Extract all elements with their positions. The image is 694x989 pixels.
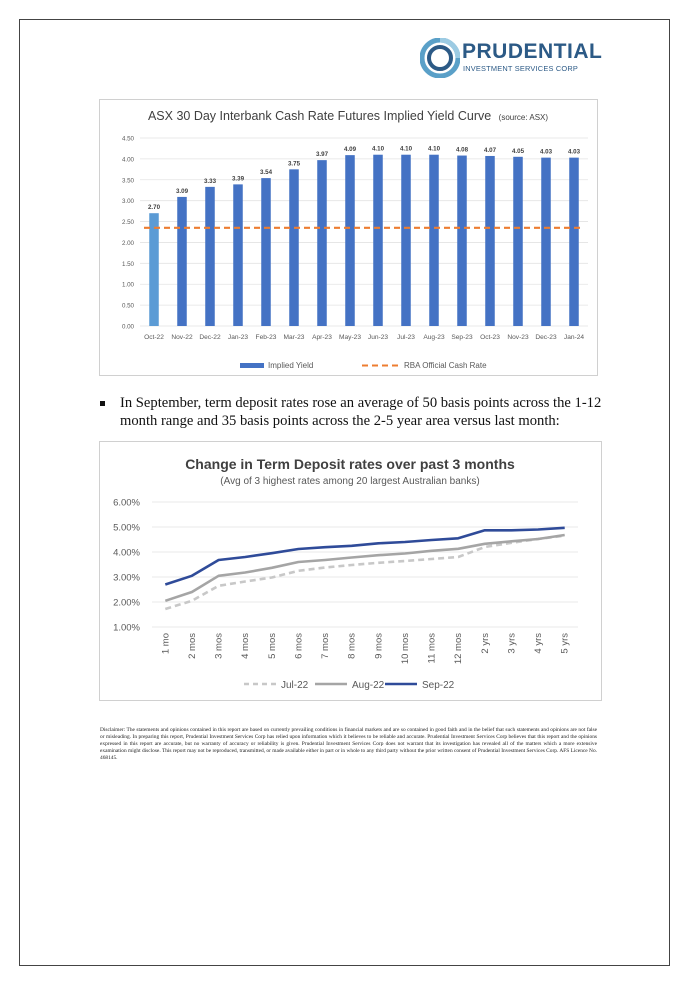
chart1-y-tick: 1.00 xyxy=(121,281,134,289)
chart2-line-jul-22 xyxy=(165,536,564,609)
brand-logo xyxy=(420,38,603,80)
chart1-y-tick: 3.00 xyxy=(121,198,134,206)
chart2-x-tick: 4 yrs xyxy=(533,633,545,654)
chart1-y-tick: 2.00 xyxy=(121,239,134,247)
chart1-title xyxy=(148,109,548,123)
chart1-data-label: 4.08 xyxy=(455,146,469,154)
legend-label-sep: Sep-22 xyxy=(422,680,455,691)
chart1-bar xyxy=(205,187,215,326)
chart1-data-label: 4.03 xyxy=(567,148,581,156)
chart1-data-label: 4.10 xyxy=(399,145,413,153)
brand-emblem-icon xyxy=(420,38,460,78)
chart1-x-tick: Jul-23 xyxy=(397,334,415,341)
legend-label-implied-yield: Implied Yield xyxy=(268,361,314,370)
chart1-data-label: 4.10 xyxy=(427,145,441,153)
chart2-legend xyxy=(244,680,455,691)
chart1-bar xyxy=(569,158,579,326)
chart2-y-tick: 1.00% xyxy=(113,622,140,634)
chart1-bar xyxy=(513,157,523,326)
legend-label-jul: Jul-22 xyxy=(281,680,309,691)
chart2-y-tick: 2.00% xyxy=(113,597,140,609)
chart1-data-label: 4.10 xyxy=(371,145,385,153)
chart1-data-label: 4.05 xyxy=(511,147,525,155)
chart1-data-label: 4.09 xyxy=(343,146,357,154)
chart1-y-tick: 4.00 xyxy=(121,156,134,164)
legend-label-rba: RBA Official Cash Rate xyxy=(404,361,487,370)
chart1-y-tick-labels xyxy=(122,136,135,331)
chart1-bar xyxy=(261,178,271,326)
chart1-y-tick: 1.50 xyxy=(121,260,134,268)
bullet-marker xyxy=(100,401,105,406)
chart1-y-tick: 0.00 xyxy=(121,323,134,331)
chart1-x-tick: Nov-23 xyxy=(507,334,529,341)
chart1-title-main: ASX 30 Day Interbank Cash Rate Futures Implied Yield Curve xyxy=(147,109,492,123)
chart2-title: Change in Term Deposit rates over past 3 months xyxy=(185,456,515,472)
chart1-bar xyxy=(485,156,495,326)
chart1-legend xyxy=(240,361,487,370)
chart2-x-tick: 3 mos xyxy=(213,633,225,659)
chart2-x-tick: 5 mos xyxy=(266,633,278,659)
chart1-x-tick: Dec-23 xyxy=(535,334,557,341)
chart2-y-tick: 5.00% xyxy=(113,522,140,534)
brand-subtitle: INVESTMENT SERVICES CORP xyxy=(463,64,578,73)
chart2-y-tick: 3.00% xyxy=(113,572,140,584)
chart1-y-tick: 3.50 xyxy=(121,177,134,185)
chart1-data-label: 2.70 xyxy=(147,204,161,212)
chart1-data-label: 3.97 xyxy=(315,151,329,159)
chart1-data-label: 3.09 xyxy=(175,187,189,195)
chart1-y-tick: 2.50 xyxy=(121,219,134,227)
chart1-bar xyxy=(289,169,299,326)
bullet-paragraph xyxy=(100,394,620,430)
chart2-x-tick-labels xyxy=(160,633,570,664)
term-deposit-chart-svg xyxy=(100,442,601,700)
chart1-x-tick: Jun-23 xyxy=(367,334,389,341)
implied-yield-chart xyxy=(99,99,598,376)
chart1-title-note: (source: ASX) xyxy=(498,113,549,122)
brand-name: PRUDENTIAL xyxy=(462,40,603,63)
chart1-bar xyxy=(457,156,467,326)
chart1-x-tick: May-23 xyxy=(339,334,361,341)
chart2-x-tick: 8 mos xyxy=(346,633,358,659)
chart1-data-label: 3.33 xyxy=(203,177,217,185)
chart1-bar xyxy=(373,155,383,326)
chart1-data-label: 3.54 xyxy=(259,169,273,177)
chart2-y-tick: 4.00% xyxy=(113,547,140,559)
chart2-x-tick: 12 mos xyxy=(453,633,465,665)
chart2-x-tick: 5 yrs xyxy=(559,633,571,654)
chart2-gridlines xyxy=(152,502,578,627)
chart2-series-lines xyxy=(165,528,564,609)
chart1-x-tick-labels xyxy=(144,334,584,341)
chart1-x-tick: Jan-24 xyxy=(563,334,585,341)
chart1-bar xyxy=(401,155,411,326)
chart1-x-tick: Oct-23 xyxy=(480,334,500,341)
term-deposit-chart xyxy=(99,441,602,701)
chart1-y-tick: 0.50 xyxy=(121,302,134,310)
chart1-x-tick: Sep-23 xyxy=(451,334,473,341)
legend-label-aug: Aug-22 xyxy=(352,680,385,691)
chart1-x-tick: Mar-23 xyxy=(283,334,305,341)
chart1-x-tick: Dec-22 xyxy=(199,334,221,341)
chart1-data-label: 4.07 xyxy=(483,146,497,154)
disclaimer-text: Disclaimer: The statements and opinions contained in this report are based on currently prevailing conditions in financial markets and are so contained in good faith and in the belief that such statements and opinions are not false or misleading. In preparing this report, Prudential Investment Services Corp has relied upon information which it believes to be reliable and accurate. Prudential Investment Services Corp believes that this report and the opinions expressed in this report are accurate, but no warranty of accuracy or reliability is given. Prudential Investment Services Corp does not warrant that its investigation has revealed all of the matters which a more extensive examination might disclose. This report may not be reproduced, transmitted, or made available either in part or in whole to any third party without the prior written consent of Prudential Investment Services Corp. AFS Licence No. 468145. xyxy=(100,727,597,761)
chart1-x-tick: Aug-23 xyxy=(423,334,445,341)
chart1-bar xyxy=(149,213,159,326)
chart1-data-label: 4.03 xyxy=(539,148,553,156)
chart1-bar xyxy=(317,160,327,326)
chart1-bar xyxy=(429,155,439,326)
chart1-bar xyxy=(177,197,187,326)
implied-yield-chart-svg xyxy=(100,100,597,375)
chart1-x-tick: Apr-23 xyxy=(312,334,332,341)
bullet-text: In September, term deposit rates rose an average of 50 basis points across the 1-12 month range and 35 basis points across the 2-5 year area versus last month: xyxy=(120,395,602,429)
chart2-x-tick: 2 mos xyxy=(186,633,198,659)
chart1-x-tick: Nov-22 xyxy=(171,334,193,341)
chart1-bar xyxy=(233,184,243,326)
chart1-bar xyxy=(541,158,551,326)
chart2-x-tick: 6 mos xyxy=(293,633,305,659)
chart1-y-tick: 4.50 xyxy=(121,135,134,143)
chart2-x-tick: 2 yrs xyxy=(479,633,491,654)
chart1-x-tick: Oct-22 xyxy=(144,334,164,341)
chart1-x-tick: Feb-23 xyxy=(255,334,277,341)
chart2-y-tick-labels xyxy=(113,498,140,634)
chart2-x-tick: 4 mos xyxy=(240,633,252,659)
legend-swatch-implied-yield xyxy=(240,363,264,368)
chart1-data-label: 3.39 xyxy=(231,175,245,183)
chart1-bar xyxy=(345,155,355,326)
chart2-x-tick: 7 mos xyxy=(320,633,332,659)
chart1-x-tick: Jan-23 xyxy=(227,334,249,341)
chart2-subtitle: (Avg of 3 highest rates among 20 largest Australian banks) xyxy=(220,476,480,487)
chart2-x-tick: 9 mos xyxy=(373,633,385,659)
chart2-x-tick: 1 mo xyxy=(160,633,172,655)
chart2-x-tick: 10 mos xyxy=(399,633,411,665)
chart2-x-tick: 11 mos xyxy=(426,633,438,664)
chart1-data-label: 3.75 xyxy=(287,160,301,168)
chart2-y-tick: 6.00% xyxy=(113,497,140,509)
chart2-x-tick: 3 yrs xyxy=(506,633,518,654)
